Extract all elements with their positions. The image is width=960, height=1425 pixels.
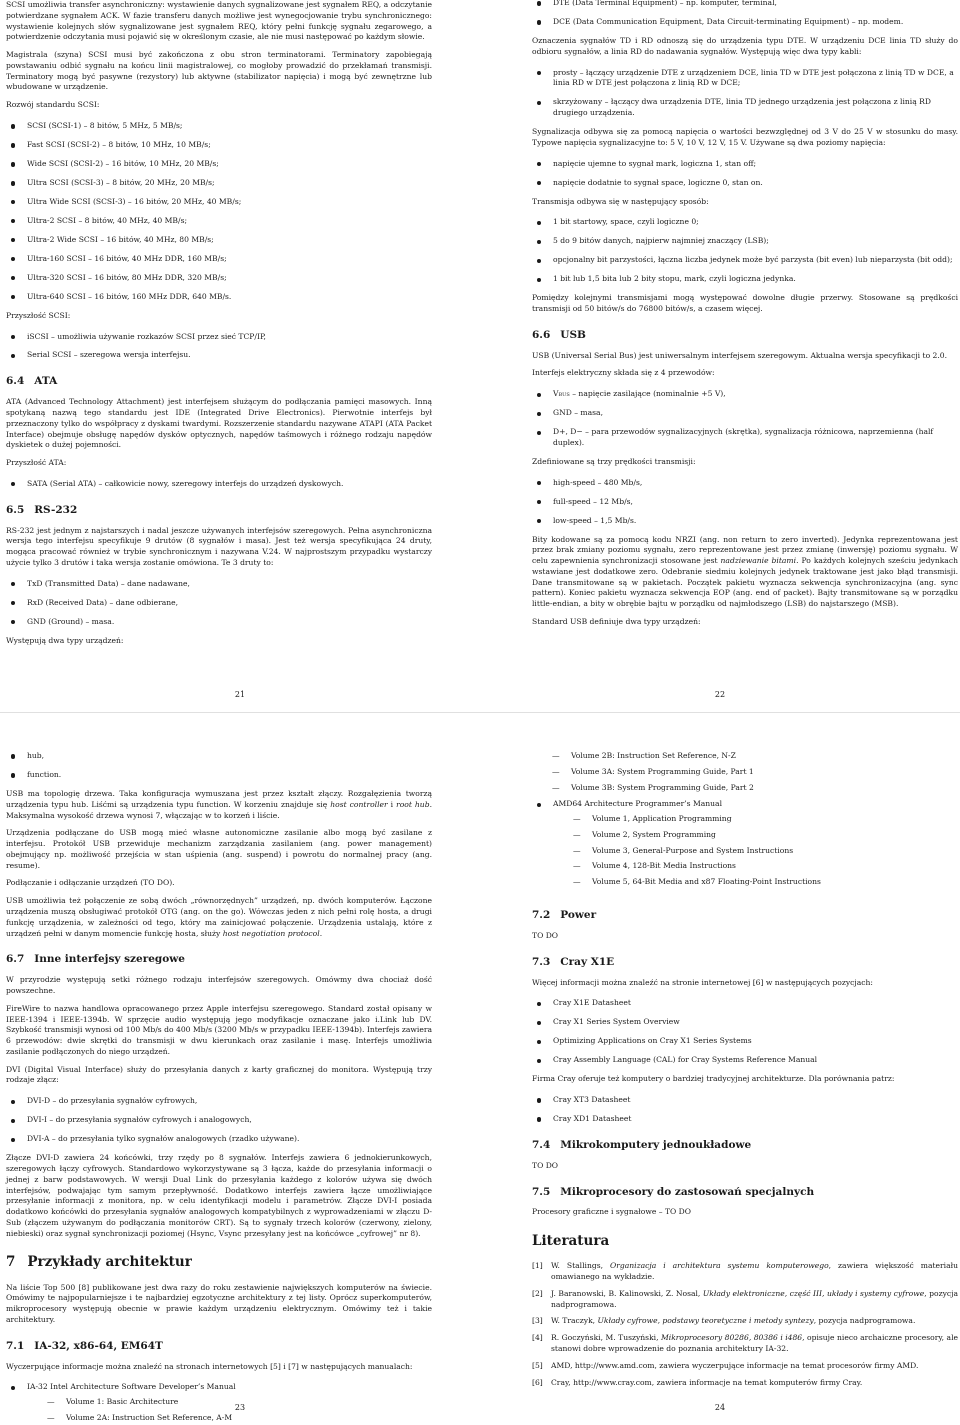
list-item: — Volume 2B: Instruction Set Reference, N-Z [532, 751, 958, 762]
list-item: TxD (Transmitted Data) – dane nadawane, [6, 579, 432, 590]
voltage-level-list [532, 159, 958, 189]
page-23 [0, 713, 480, 1425]
list-item: — Volume 2A: Instruction Set Reference, A-M [27, 1413, 432, 1424]
list-item: DCE (Data Communication Equipment, Data Circuit-terminating Equipment) – np. modem. [532, 17, 958, 28]
list-item: SATA (Serial ATA) – całkowicie nowy, szeregowy interfejs do urządzeń dyskowych. [6, 479, 432, 490]
scsi-future-label: Przyszłość SCSI: [6, 310, 71, 320]
section-heading-ia32: 7.1 IA-32, x86-64, EM64T [6, 1339, 163, 1352]
list-item: Ultra-2 SCSI – 8 bitów, 40 MHz, 40 MB/s; [6, 216, 432, 227]
td-rd-paragraph: Oznaczenia sygnałów TD i RD odnoszą się do urządzenia typu DTE. W urządzeniu DCE linia TD służy do odbioru sygnałów, a linia RD do nadawania sygnałów. Występują więc dwa typy kabli: [532, 35, 958, 56]
section-heading-ata: 6.4 ATA [6, 375, 58, 388]
list-item: — Volume 4, 128-Bit Media Instructions [553, 861, 958, 872]
list-item: Serial SCSI – szeregowa wersja interfejsu. [6, 350, 432, 361]
scsi-dev-list [6, 121, 432, 303]
page-number: 23 [234, 1402, 246, 1412]
list-item: Ultra SCSI (SCSI-3) – 8 bitów, 20 MHz, 20 MB/s; [6, 178, 432, 189]
cable-type-list [532, 68, 958, 119]
list-item: iSCSI – umożliwia używanie rozkazów SCSI przez sieć TCP/IP, [6, 332, 432, 343]
list-item: — Volume 3A: System Programming Guide, Part 1 [532, 767, 958, 778]
usb-device-types: Standard USB definiuje dwa typy urządzeń: [532, 617, 701, 627]
list-item: — Volume 3B: System Programming Guide, Part 2 [532, 783, 958, 794]
section-heading-power: 7.2 Power [532, 909, 597, 922]
rs232-paragraph: RS-232 jest jednym z najstarszych i nadal jeszcze używanych interfejsów szeregowych. Pełna asynchroniczna wersja tego interfejsu specyfikuje 9 drutów (8 sygnałów i masa). Jest też wersja specyfikująca 24 druty, mogąca pracować również w trybie synchronicznym i nazywana V.24. W najprostszym przypadku wystarczy użycie tylko 3 drutów i taka wersja zostanie omówiona. Te 3 druty to: [6, 525, 432, 567]
list-item: SCSI (SCSI-1) – 8 bitów, 5 MHz, 5 MB/s; [6, 121, 432, 132]
usb-wire-list [532, 389, 958, 449]
page-22 [480, 0, 960, 712]
usb-speed-list [532, 478, 958, 527]
scsi-async-paragraph: SCSI umożliwia transfer asynchroniczny: wystawienie danych sygnalizowane jest sygnałem REQ, a odczytanie potwierdzane sygnałem ACK. W fazie transferu danych możliwe jest wynegocjowanie trybu synchronicznego: wystawienie kolejnych słów sygnalizowane jest sygnałem REQ, który pełni funkcję sygnału zegarowego, a potwierdzenie odczytania musi pojawić się w określonym czasie, ale nie musi następować po każdym słowie. [6, 0, 432, 42]
ata-future-list [6, 479, 432, 490]
list-item: IA-32 Intel Architecture Software Developer’s Manual — Volume 1: Basic Architecture — Volume 2A: Instruction Set Reference, A-M [6, 1382, 432, 1423]
section-heading-serial: 6.7 Inne interfejsy szeregowe [6, 953, 185, 966]
cray-compare-paragraph: Firma Cray oferuje też komputery o bardziej tradycyjnej architekturze. Dla porównania patrz: [532, 1074, 895, 1084]
list-item: — Volume 1: Basic Architecture [27, 1397, 432, 1408]
scsi-future-list [6, 332, 432, 362]
list-item: high-speed – 480 Mb/s, [532, 478, 958, 489]
list-item: full-speed – 12 Mb/s, [532, 497, 958, 508]
page-24-column [532, 751, 958, 1394]
top500-paragraph: Na liście Top 500 [8] publikowane jest dwa razy do roku zestawienie największych komputerów na świecie. Omówimy te najpopularniejsze i te najbardziej egzotyczne architektury z tej listy. Oprócz superkomputerów, mikroprocesory występują obecnie w prawie każdym urządzeniu elektrycznym. Omówimy też i takie architektury. [6, 1282, 432, 1324]
list-item: DVI-D – do przesyłania sygnałów cyfrowych, [6, 1096, 432, 1107]
list-item: prosty – łączący urządzenie DTE z urządzeniem DCE, linia TD w DTE jest połączona z linią TD w DCE, a linia RD w DTE jest połączona z linią RD w DCE; [532, 68, 958, 90]
section-heading-rs232: 6.5 RS-232 [6, 503, 78, 516]
usb-device-type-list [6, 751, 432, 781]
page-21-column [6, 0, 432, 653]
page-number: 22 [714, 689, 726, 699]
list-item: napięcie dodatnie to sygnał space, logiczne 0, stan on. [532, 178, 958, 189]
firewire-paragraph: FireWire to nazwa handlowa opracowanego przez Apple interfejsu szeregowego. Standard został opisany w IEEE-1394 i IEEE-1394b. W sprzęcie audio występują jego modyfikacje oznaczane jako i.Link lub DV. Szybkość transmisji wynosi od 100 Mb/s do 400 Mb/s (3200 Mb/s w przypadku IEEE-1394b). Interfejs zawiera 6 przewodów: dwie skrętki do transmisji w dwu kierunkach oraz zasilanie i masę. Interfejs umożliwia zasilanie podłączonych do niego urządzeń. [6, 1003, 432, 1056]
special-processors-paragraph: Procesory graficzne i sygnałowe – TO DO [532, 1207, 691, 1217]
rs232-dte-dce-list [532, 0, 958, 28]
list-item: Cray XD1 Datasheet [532, 1114, 958, 1125]
amd-volume-list [553, 814, 958, 888]
dvi-detail-paragraph: Złącze DVI-D zawiera 24 końcówki, trzy rzędy po 8 sygnałów. Interfejs zawiera 6 jednokierunkowych, szeregowych łączy cyfrowych. Standardowo wykorzystywane są 3 łącza, każde do przesyłania informacji o jednej z barw podstawowych. W wersji Dual Link do przesyłania każdego z kolorów używa się dwóch interfejsów, podwajając tym samym przepływność. Dodatkowo interfejs zawiera łącze umożliwiające przesyłanie informacji z monitora, np. w celu identyfikacji modelu i parametrów. Złącze DVI-I posiada dodatkowo końcówki do przesyłania sygnałów analogowych kompatybilnych z wyprowadzeniami w złączu D-Sub (złączem używanym do podłączania monitorów CRT). Są to sygnały trzech kolorów (czerwony, zielony, niebieski) oraz sygnał synchronizacji poziomej (Hsync, Vsync przesyłany jest na końcówce „cyfrowej” nr 8). [6, 1153, 432, 1238]
list-item: AMD64 Architecture Programmer’s Manual — Volume 1, Application Programming — Volume 2, System Programming — Volume 3, General-Purpose and System Instructions — Volume 4, 128-Bit Media Instructions — Volume 5, 64-Bit Media and x87 Floating-Point Instructions [532, 799, 958, 888]
list-item: DTE (Data Terminal Equipment) – np. komputer, terminal, [532, 0, 958, 9]
dvi-connector-list [6, 1096, 432, 1145]
page-23-column [6, 751, 432, 1425]
list-item: Ultra Wide SCSI (SCSI-3) – 16 bitów, 20 MHz, 40 MB/s; [6, 197, 432, 208]
usb-topology-paragraph: USB ma topologię drzewa. Taka konfiguracja wymuszana jest przez kształt złączy. Rozgałęzienia tworzą urządzenia typu hub. Liśćmi są urządzenia typu function. W korzeniu znajduje się host controller i root hub. Maksymalna wysokość drzewa wynosi 7, włączając w to korzeń i liście. [6, 788, 432, 820]
list-item: function. [6, 770, 432, 781]
cray-datasheet-list [532, 1095, 958, 1125]
list-item: Cray X1 Series System Overview [532, 1017, 958, 1028]
usb-wires-label: Interfejs elektryczny składa się z 4 przewodów: [532, 368, 715, 378]
list-item: 5 do 9 bitów danych, najpierw najmniej znaczący (LSB); [532, 236, 958, 247]
page-22-column [532, 0, 958, 635]
list-item: DVI-I – do przesyłania sygnałów cyfrowych i analogowych, [6, 1115, 432, 1126]
ata-future-label: Przyszłość ATA: [6, 458, 67, 468]
list-item: — Volume 5, 64-Bit Media and x87 Floating-Point Instructions [553, 877, 958, 888]
cray-doc-list [532, 998, 958, 1066]
manuals-paragraph: Wyczerpujące informacje można znaleźć na stronach internetowych [5] i [7] w następujących manualach: [6, 1361, 413, 1371]
list-item: DVI-A – do przesyłania tylko sygnałów analogowych (rzadko używane). [6, 1134, 432, 1145]
bibliography-entry: [1] W. Stallings, Organizacja i architektura systemu komputerowego, zawiera większość materiału omawianego na wykładzie. [532, 1261, 958, 1282]
list-item: D+, D− – para przewodów sygnalizacyjnych (skrętka), sygnalizacja różnicowa, naprzemienna (half duplex). [532, 427, 958, 449]
usb-speeds-label: Zdefiniowane są trzy prędkości transmisji: [532, 456, 696, 466]
signal-voltage-paragraph: Sygnalizacja odbywa się za pomocą napięcia o wartości bezwzględnej od 3 V do 25 V w stosunku do masy. Typowe napięcia sygnalizacyjne to: 5 V, 10 V, 12 V, 15 V. Używane są dwa poziomy napięcia: [532, 127, 958, 147]
list-item: 1 bit lub 1,5 bita lub 2 bity stopu, mark, czyli logiczna jedynka. [532, 274, 958, 285]
rs232-wire-list [6, 579, 432, 628]
list-item: Cray XT3 Datasheet [532, 1095, 958, 1106]
scsi-dev-label: Rozwój standardu SCSI: [6, 100, 100, 110]
bibliography-entry: [6] Cray, http://www.cray.com, zawiera informacje na temat komputerów firmy Cray. [532, 1377, 863, 1387]
list-item: skrzyżowany – łączący dwa urządzenia DTE, linia TD jednego urządzenia jest połączona z linią RD drugiego urządzenia. [532, 97, 958, 119]
scsi-terminator-paragraph: Magistrala (szyna) SCSI musi być zakończona z obu stron terminatorami. Terminatory zapobiegają powstawaniu odbić sygnału na końcu linii magistralowej, co mogłoby prowadzić do przekłamań transmisji. Terminatory mogą być pasywne (rezystory) lub aktywne (stabilizator napięcia) i mogą być zewnętrzne lub wbudowane w urządzenie. [6, 50, 432, 92]
bibliography-entry: [3] W. Traczyk, Układy cyfrowe, podstawy teoretyczne i metody syntezy, pozycja nadprogramowa. [532, 1316, 916, 1326]
list-item: opcjonalny bit parzystości, łączna liczba jedynek może być parzysta (bit even) lub nieparzysta (bit odd); [532, 255, 958, 266]
intel-volume-list-continued [532, 751, 958, 793]
page-number: 24 [714, 1402, 726, 1412]
list-item: 1 bit startowy, space, czyli logiczne 0; [532, 217, 958, 228]
microcontrollers-todo: TO DO [532, 1160, 559, 1170]
dvi-paragraph: DVI (Digital Visual Interface) służy do przesyłania danych z karty graficznej do monitora. Występują trzy rodzaje złącz: [6, 1064, 432, 1085]
list-item: Ultra-320 SCSI – 16 bitów, 80 MHz DDR, 320 MB/s; [6, 273, 432, 284]
transmission-label: Transmisja odbywa się w następujący sposób: [532, 196, 709, 206]
usb-hotplug-paragraph: Podłączanie i odłączanie urządzeń (TO DO). [6, 878, 175, 888]
list-item: hub, [6, 751, 432, 762]
list-item: — Volume 2, System Programming [553, 830, 958, 841]
list-item: Fast SCSI (SCSI-2) – 8 bitów, 10 MHz, 10 MB/s; [6, 140, 432, 151]
cray-paragraph: Więcej informacji można znaleźć na stronie internetowej [6] w następujących pozycjach: [532, 977, 873, 987]
usb-intro-paragraph: USB (Universal Serial Bus) jest uniwersalnym interfejsem szeregowym. Aktualna wersja specyfikacji to 2.0. [532, 350, 948, 360]
section-heading-cray: 7.3 Cray X1E [532, 955, 615, 968]
page-24 [480, 713, 960, 1425]
nrzi-paragraph: Bity kodowane są za pomocą kodu NRZI (ang. non return to zero inverted). Jedynka reprezentowana jest przez brak zmiany poziomu sygnału, zero reprezentowane jest przez zmianę (inwersję) poziomu sygnału. W celu zapewnienia synchronizacji stosowane jest nadziewanie bitami. Po każdych kolejnych sześciu jedynkach wstawiane jest dodatkowe zero. Odebranie siedmiu kolejnych jedynek traktowane jest jako błąd transmisji. Dane transmitowane są w pakietach. Początek pakietu wyznacza sekwencja synchronizacyjna (ang. sync pattern). Koniec pakietu wyznacza sekwencja EOP (ang. end of packet). Bajty transmitowane są w porządku little-endian, a bity w obrębie bajtu w porządku od najmłodszego (LSB) do najstarszego (MSB). [532, 534, 958, 609]
list-item: Cray X1E Datasheet [532, 998, 958, 1009]
bibliography-entry: [2] J. Baranowski, B. Kalinowski, Z. Nosal, Układy elektroniczne, część III, układy i systemy cyfrowe, pozycja nadprogramowa. [532, 1288, 958, 1309]
transmission-list [532, 217, 958, 285]
list-item: Ultra-640 SCSI – 16 bitów, 160 MHz DDR, 640 MB/s. [6, 292, 432, 303]
list-item: Cray Assembly Language (CAL) for Cray Systems Reference Manual [532, 1055, 958, 1066]
section-heading-special-processors: 7.5 Mikroprocesory do zastosowań specjalnych [532, 1185, 815, 1198]
list-item: — Volume 1, Application Programming [553, 814, 958, 825]
section-heading-microcontrollers: 7.4 Mikrokomputery jednoukładowe [532, 1138, 752, 1151]
list-item: low-speed – 1,5 Mb/s. [532, 516, 958, 527]
list-item: GND (Ground) – masa. [6, 617, 432, 628]
page-number: 21 [234, 689, 246, 699]
list-item: Vbus – napięcie zasilające (nominalnie +5 V), [532, 389, 958, 400]
list-item: Ultra-2 Wide SCSI – 16 bitów, 40 MHz, 80 MB/s; [6, 235, 432, 246]
list-item: GND – masa, [532, 408, 958, 419]
section-heading-usb: 6.6 USB [532, 328, 586, 341]
usb-power-paragraph: Urządzenia podłączane do USB mogą mieć własne autonomiczne zasilanie albo mogą być zasilane z interfejsu. Protokół USB przewiduje mechanizm zarządzania zasilaniem (ang. power management) obejmujący np. możliwość przejścia w stan uśpienia (ang. suspend) i powrotu do normalnej pracy (ang. resume). [6, 828, 432, 870]
list-item: RxD (Received Data) – dane odbierane, [6, 598, 432, 609]
chapter-heading-architectures: 7 Przykłady architektur [6, 1254, 192, 1271]
power-todo: TO DO [532, 930, 559, 940]
list-item: — Volume 3, General-Purpose and System Instructions [553, 846, 958, 857]
amd-manual-list [532, 799, 958, 888]
page-21 [0, 0, 480, 712]
list-item: Ultra-160 SCSI – 16 bitów, 40 MHz DDR, 160 MB/s; [6, 254, 432, 265]
bibliography-entry: [4] R. Goczyński, M. Tuszyński, Mikroprocesory 80286, 80386 i i486, opisuje nieco archaiczne procesory, ale stanowi dobre wprowadzenie do poznania architektury IA-32. [532, 1333, 958, 1354]
usb-otg-paragraph: USB umożliwia też połączenie ze sobą dwóch „równorzędnych” urządzeń, np. dwóch komputerów. Łączone urządzenia muszą obsługiwać protokół OTG (ang. on the go). Wówczas jeden z nich pełni rolę hosta, a drugi funkcję urządzenia, w zależności od tego, który ma zainicjować połączenie. Urządzenia ustalają, które z urządzeń pełni w danym momencie funkcję hosta, służy host negotiation protocol. [6, 896, 432, 938]
bibliography-list [532, 1261, 958, 1388]
bibliography-heading: Literatura [532, 1233, 610, 1250]
rs232-device-types: Występują dwa typy urządzeń: [6, 635, 124, 645]
list-item: napięcie ujemne to sygnał mark, logiczna 1, stan off; [532, 159, 958, 170]
ata-paragraph: ATA (Advanced Technology Attachment) jest interfejsem służącym do podłączania pamięci masowych. Inną spotykaną nazwą tego standardu jest IDE (Integrated Drive Electronics). Pierwotnie interfejs był przeznaczony tylko do współpracy z dyskami twardymi. Rozszerzenie standardu nazywane ATAPI (ATA Packet Interface) obejmuje obsługę napędów dysków optycznych, napędów taśmowych i różnego rodzaju napędów dyskietek o dużej pojemności. [6, 397, 432, 450]
list-item: Wide SCSI (SCSI-2) – 16 bitów, 10 MHz, 20 MB/s; [6, 159, 432, 170]
bibliography-entry: [5] AMD, http://www.amd.com, zawiera wyczerpujące informacje na temat procesorów firmy AMD. [532, 1360, 919, 1370]
list-item: Optimizing Applications on Cray X1 Series Systems [532, 1036, 958, 1047]
serial-intro-paragraph: W przyrodzie występują setki różnego rodzaju interfejsów szeregowych. Omówmy dwa chociaż dość powszechne. [6, 975, 432, 995]
baud-rate-paragraph: Pomiędzy kolejnymi transmisjami mogą występować dowolne długie przerwy. Stosowane są prędkości transmisji od 50 bitów/s do 76800 bitów/s, a czasem więcej. [532, 293, 958, 313]
